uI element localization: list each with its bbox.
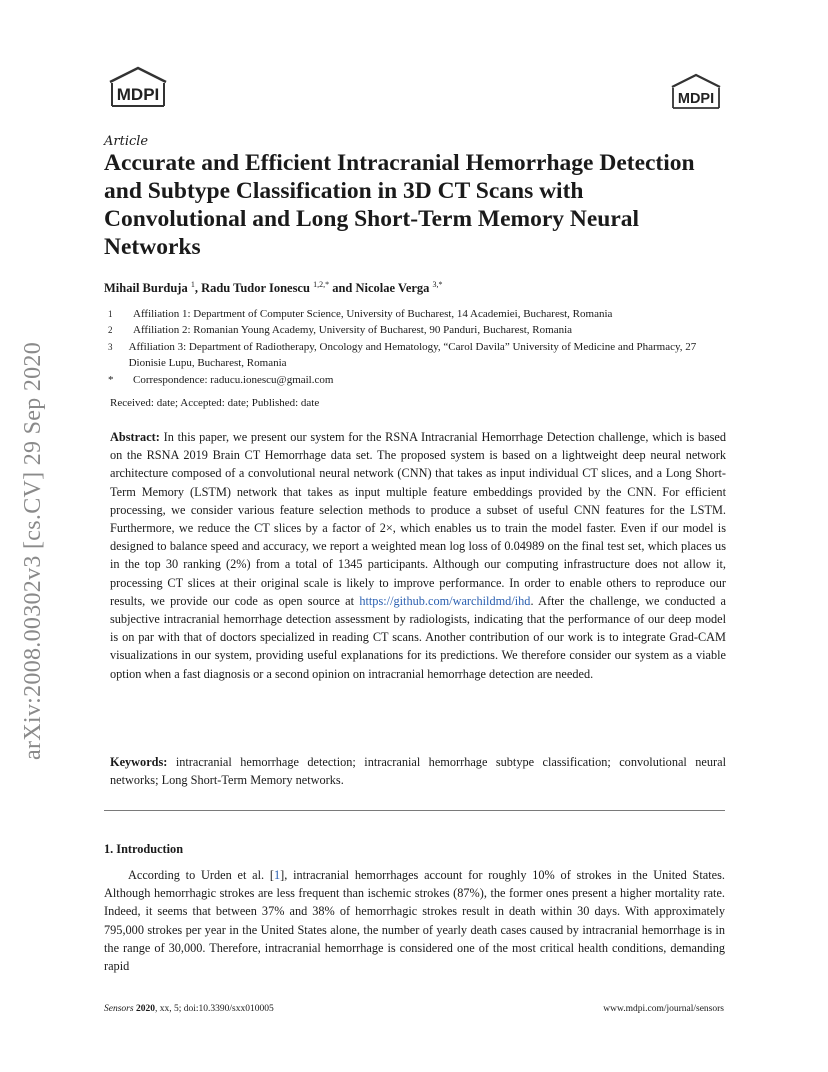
abstract-text: In this paper, we present our system for the RSNA Intracranial Hemorrhage Detection challenge, which is based on the RSNA 2019 Brain CT Hemorrhage data set. The proposed system is based on a lightweight deep neural network architecture composed of a convolutional neural network (CNN) that takes as input individual CT slices, and a Long Short-Term Memory (LSTM) network that takes as input multiple feature embeddings provided by the CNN. For efficient processing, we consider various feature selection methods to produce a subset of useful CNN features for the LSTM. Furthermore, we reduce the CT slices by a factor of 2×, which enables us to train the model faster. Even if our model is designed to balance speed and accuracy, we report a weighted mean log loss of 0.04989 on the final test set, which places us in the top 30 ranking (2%) from a total of 1345 participants. Although our computing infrastructure does not allow it, processing CT slices at their original scale is likely to improve performance. In order to enable others to reproduce our results, we provide our code as open source at — [110, 430, 726, 608]
affiliation-text: Affiliation 3: Department of Radiotherapy, Oncology and Hematology, “Carol Davila” University of Medicine and Pharmacy, 27 Dionisie Lupu, Bucharest, Romania — [128, 340, 697, 370]
mdpi-logo-text: MDPI — [116, 85, 160, 104]
citation-link[interactable]: 1 — [273, 868, 281, 882]
author-affil-mark: 1 — [190, 280, 195, 289]
keywords — [110, 753, 726, 789]
keywords-text: intracranial hemorrhage detection; intracranial hemorrhage subtype classification; convolutional neural networks; Long Short-Term Memory networks. — [110, 755, 726, 787]
author-name: Mihail Burduja — [104, 281, 188, 296]
arxiv-stamp: arXiv:2008.00302v3 [cs.CV] 29 Sep 2020 — [20, 341, 46, 760]
section-heading: 1. Introduction — [104, 842, 184, 856]
affiliation-item — [108, 322, 728, 338]
affiliation-mark: 3 — [108, 341, 113, 352]
abstract — [110, 428, 726, 683]
affiliation-item — [108, 306, 728, 322]
mdpi-logo-icon — [104, 66, 172, 110]
author-separator: and — [329, 281, 356, 296]
code-link[interactable]: https://github.com/warchildmd/ihd — [359, 593, 531, 608]
footer-doi: , xx, 5; doi:10.3390/sxx010005 — [154, 1004, 274, 1014]
author-name: Nicolae Verga — [355, 281, 430, 296]
affiliation-list — [108, 306, 728, 388]
affiliation-item — [108, 372, 728, 388]
footer-year: 2020 — [135, 1004, 155, 1014]
author-separator: , — [194, 281, 202, 296]
footer-citation — [104, 1004, 274, 1014]
received-dates: Received: date; Accepted: date; Published: date — [110, 397, 320, 409]
author-list — [104, 280, 443, 296]
paper-title: Accurate and Efficient Intracranial Hemorrhage Detection and Subtype Classification in 3D CT Scans with Convolutional and Long Short-Term Memory Neural Networks — [104, 150, 695, 260]
affiliation-text: Affiliation 1: Department of Computer Science, University of Bucharest, 14 Academiei, Bucharest, Romania — [133, 308, 613, 320]
mdpi-logo-right — [667, 73, 725, 111]
affiliation-mark: 1 — [108, 309, 113, 319]
mdpi-logo-text: MDPI — [677, 91, 715, 107]
article-label: Article — [104, 134, 149, 149]
intro-text: According to Urden et al. [ — [128, 868, 274, 882]
intro-text-cont: ], intracranial hemorrhages account for roughly 10% of strokes in the United States. Although hemorrhagic strokes are less frequent than ischemic strokes (87%), the former ones present a higher mortality rate. Indeed, it seems that between 37% and 38% of hemorrhagic strokes result in death within 30 days. With approximately 795,000 strokes per year in the United States alone, the number of yearly death cases caused by intracranial hemorrhage is in the range of 30,000. Therefore, intracranial hemorrhage is considered one of the most critical health conditions, demanding rapid — [104, 868, 725, 974]
section-divider — [104, 810, 725, 811]
author-affil-mark: 3,* — [432, 280, 443, 289]
affiliation-item — [108, 339, 728, 372]
footer-journal: Sensors — [104, 1004, 134, 1014]
keywords-label: Keywords: — [110, 755, 168, 769]
author-name: Radu Tudor Ionescu — [201, 281, 310, 296]
mdpi-logo-icon — [667, 73, 725, 111]
affiliation-text: Affiliation 2: Romanian Young Academy, University of Bucharest, 90 Panduri, Bucharest, Romania — [133, 324, 573, 337]
correspondence-text[interactable]: Correspondence: raducu.ionescu@gmail.com — [133, 373, 334, 386]
abstract-label: Abstract: — [110, 430, 160, 444]
abstract-text-cont: . After the challenge, we conducted a subjective intracranial hemorrhage detection assessment by radiologists, indicating that the performance of our deep model is on par with that of doctors specialized in reading CT scans. Another contribution of our work is to integrate Grad-CAM visualizations in our system, providing useful explanations for its predictions. We therefore consider our system as a viable option when a fast diagnosis or a second opinion on intracranial hemorrhage detection are needed. — [110, 593, 727, 681]
affiliation-mark: * — [108, 373, 114, 386]
mdpi-logo-left — [104, 66, 172, 110]
intro-paragraph — [104, 866, 725, 975]
affiliation-mark: 2 — [108, 325, 113, 336]
author-affil-mark: 1,2,* — [313, 280, 330, 289]
footer-url[interactable]: www.mdpi.com/journal/sensors — [603, 1004, 724, 1014]
